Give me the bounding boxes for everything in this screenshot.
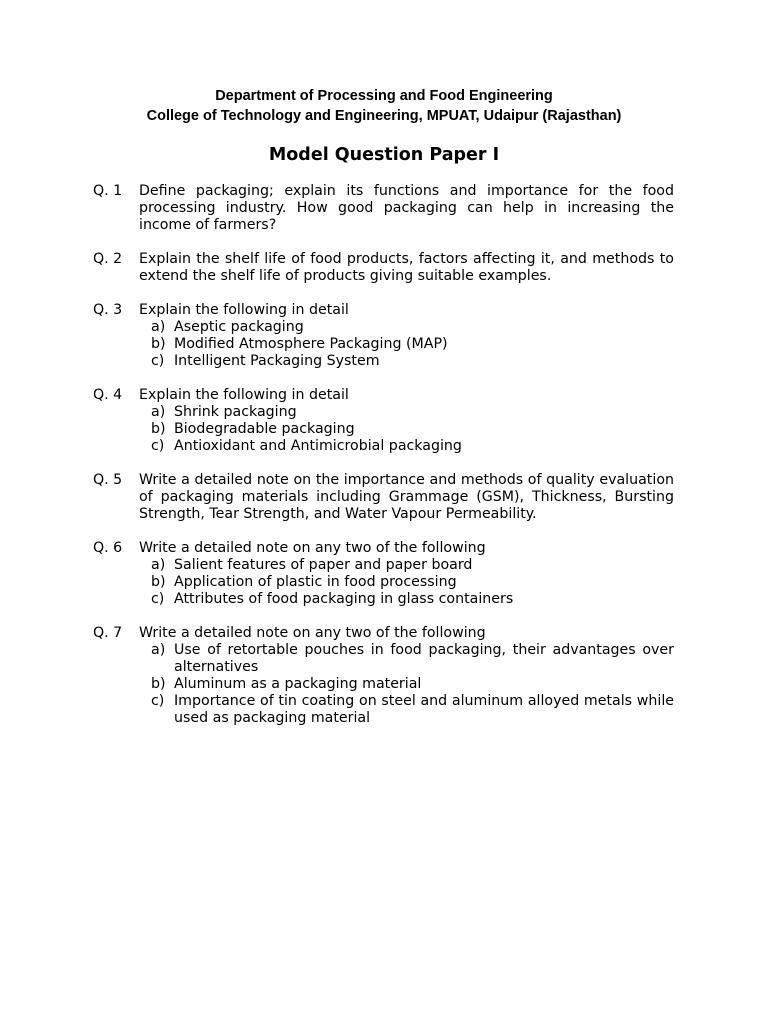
question-body: [139, 472, 674, 523]
sub-question: [151, 557, 674, 574]
question-item: [93, 472, 674, 523]
questions-list: [93, 183, 674, 744]
question-body: [139, 302, 674, 370]
sub-question-text: Aseptic packaging: [174, 319, 304, 335]
question-body: [139, 387, 674, 455]
question-text: Explain the following in detail: [139, 387, 349, 403]
sub-question-text: Modified Atmosphere Packaging (MAP): [174, 336, 448, 352]
sub-question: [151, 353, 674, 370]
sub-question: [151, 693, 674, 727]
sub-question-label: b): [151, 676, 166, 692]
question-body: [139, 183, 674, 234]
department-name: Department of Processing and Food Engineering: [215, 88, 553, 104]
question-item: [93, 625, 674, 727]
college-name: College of Technology and Engineering, MPUAT, Udaipur (Rajasthan): [146, 107, 622, 124]
sub-question-text: Shrink packaging: [174, 404, 297, 420]
sub-question-label: a): [151, 557, 166, 573]
question-body: [139, 625, 674, 727]
sub-question-label: c): [151, 353, 165, 369]
sub-question-label: b): [151, 336, 166, 352]
sub-question-label: a): [151, 404, 166, 420]
sub-question-list: [139, 642, 674, 727]
question-text: Explain the shelf life of food products, factors affecting it, and methods to extend the shelf life of products giving suitable examples.: [139, 251, 674, 284]
question-text: Explain the following in detail: [139, 302, 349, 318]
sub-question-text: Intelligent Packaging System: [174, 353, 380, 369]
sub-question: [151, 642, 674, 676]
sub-question-text: Attributes of food packaging in glass containers: [174, 591, 514, 607]
question-item: [93, 302, 674, 370]
question-number: Q. 4: [93, 387, 123, 403]
sub-question: [151, 574, 674, 591]
question-number: Q. 2: [93, 251, 123, 267]
sub-question-text: Salient features of paper and paper board: [174, 557, 473, 573]
question-item: [93, 387, 674, 455]
paper-title: Model Question Paper I: [268, 145, 500, 165]
sub-question-label: c): [151, 693, 165, 709]
sub-question: [151, 319, 674, 336]
question-item: [93, 251, 674, 285]
question-number: Q. 3: [93, 302, 123, 318]
sub-question-text: Application of plastic in food processing: [174, 574, 457, 590]
sub-question: [151, 421, 674, 438]
sub-question: [151, 591, 674, 608]
sub-question: [151, 336, 674, 353]
question-body: [139, 540, 674, 608]
sub-question-list: [139, 557, 674, 608]
sub-question-label: b): [151, 421, 166, 437]
question-text: Write a detailed note on the importance and methods of quality evaluation of packaging materials including Grammage (GSM), Thickness, Bursting Strength, Tear Strength, and Water Vapour Permeability.: [139, 472, 674, 522]
question-number: Q. 5: [93, 472, 123, 488]
sub-question: [151, 404, 674, 421]
sub-question-text: Importance of tin coating on steel and aluminum alloyed metals while used as packaging material: [174, 693, 674, 726]
sub-question: [151, 676, 674, 693]
sub-question-text: Use of retortable pouches in food packaging, their advantages over alternatives: [174, 642, 674, 675]
sub-question-text: Aluminum as a packaging material: [174, 676, 422, 692]
sub-question-label: c): [151, 438, 165, 454]
sub-question-text: Antioxidant and Antimicrobial packaging: [174, 438, 462, 454]
question-number: Q. 6: [93, 540, 123, 556]
question-body: [139, 251, 674, 285]
question-item: [93, 540, 674, 608]
sub-question-label: b): [151, 574, 166, 590]
institution-header: [0, 87, 768, 126]
sub-question-text: Biodegradable packaging: [174, 421, 355, 437]
question-text: Define packaging; explain its functions and importance for the food processing industry. How good packaging can help in increasing the income of farmers?: [139, 183, 674, 233]
sub-question: [151, 438, 674, 455]
question-number: Q. 1: [93, 183, 123, 199]
sub-question-label: a): [151, 642, 166, 658]
question-number: Q. 7: [93, 625, 123, 641]
question-text: Write a detailed note on any two of the following: [139, 625, 486, 641]
sub-question-list: [139, 404, 674, 455]
sub-question-list: [139, 319, 674, 370]
sub-question-label: a): [151, 319, 166, 335]
question-item: [93, 183, 674, 234]
question-text: Write a detailed note on any two of the following: [139, 540, 486, 556]
sub-question-label: c): [151, 591, 165, 607]
